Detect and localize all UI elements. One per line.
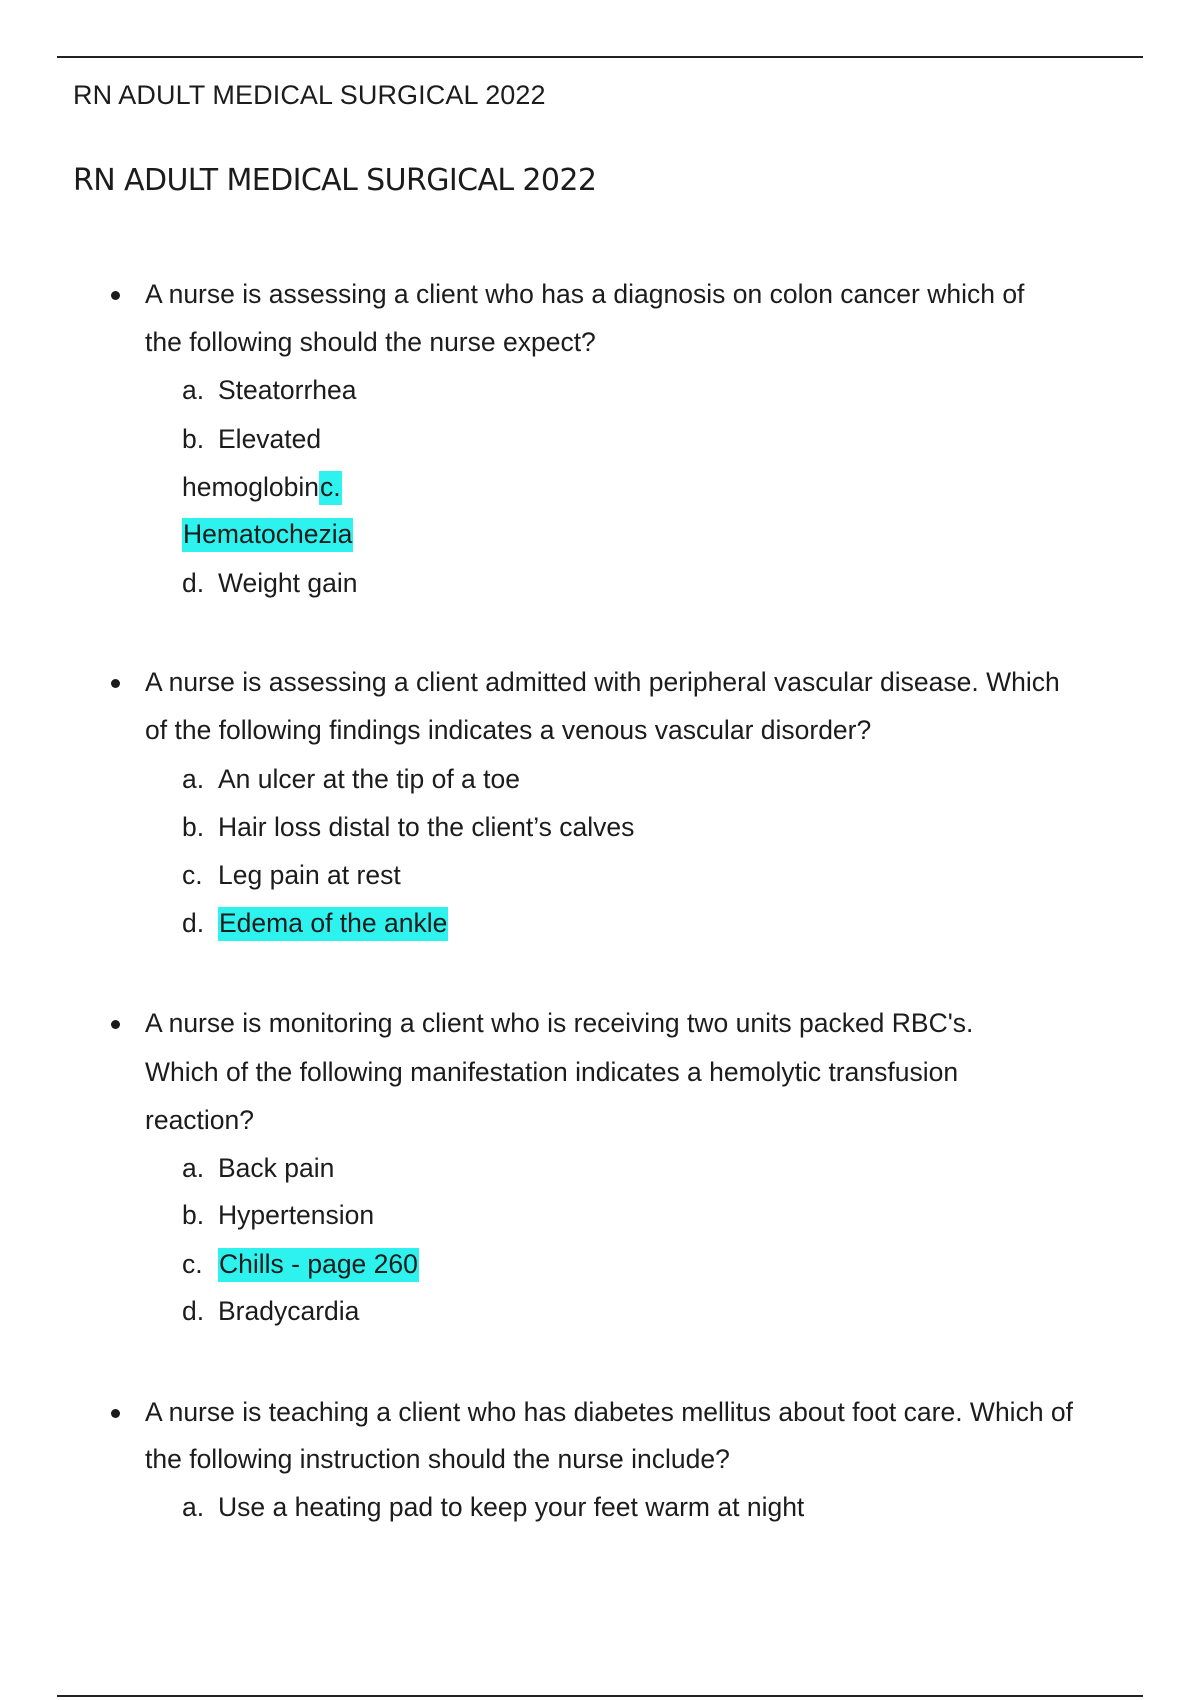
answer-option <box>182 1295 359 1327</box>
question-stem-line: A nurse is teaching a client who has diabetes mellitus about foot care. Which of <box>145 1397 1074 1427</box>
option-text: Steatorrhea <box>218 375 357 405</box>
answer-option <box>182 518 353 550</box>
question-stem-line: reaction? <box>145 1105 255 1135</box>
running-header: RN ADULT MEDICAL SURGICAL 2022 <box>73 80 546 110</box>
option-letter: b. <box>182 1200 205 1230</box>
answer-option <box>182 471 342 503</box>
highlighted-answer: Edema of the ankle <box>218 907 448 941</box>
bullet-icon <box>111 1409 120 1418</box>
answer-option <box>182 1152 334 1184</box>
bullet-icon <box>111 679 120 688</box>
option-letter: c. <box>182 860 203 890</box>
question-stem-line: of the following findings indicates a venous vascular disorder? <box>145 715 872 745</box>
highlighted-answer: Hematochezia <box>182 518 353 552</box>
option-text: Weight gain <box>218 568 358 598</box>
bullet-icon <box>111 291 120 300</box>
answer-option <box>182 567 357 599</box>
answer-option <box>182 763 520 795</box>
page-title: RN ADULT MEDICAL SURGICAL 2022 <box>73 163 597 198</box>
answer-option <box>182 423 321 455</box>
option-letter: c. <box>182 1249 203 1279</box>
highlighted-answer: Chills - page 260 <box>218 1248 419 1282</box>
question-stem-line: A nurse is assessing a client admitted with peripheral vascular disease. Which <box>145 667 1060 697</box>
option-letter: b. <box>182 424 205 454</box>
answer-option <box>182 907 448 939</box>
option-letter: a. <box>182 1153 205 1183</box>
option-letter: a. <box>182 375 205 405</box>
option-text: Hair loss distal to the client’s calves <box>218 812 635 842</box>
option-text: Back pain <box>218 1153 335 1183</box>
bottom-rule <box>57 1695 1143 1697</box>
question-stem-line: A nurse is monitoring a client who is receiving two units packed RBC's. <box>145 1008 974 1038</box>
option-text: Hypertension <box>218 1200 375 1230</box>
top-rule <box>57 56 1143 58</box>
question-stem-line: Which of the following manifestation indicates a hemolytic transfusion <box>145 1057 959 1087</box>
option-text: An ulcer at the tip of a toe <box>218 764 520 794</box>
option-letter: a. <box>182 764 205 794</box>
answer-option <box>182 811 634 843</box>
bullet-icon <box>111 1020 120 1029</box>
question-stem-line: the following instruction should the nurse include? <box>145 1444 730 1474</box>
option-letter: d. <box>182 908 205 938</box>
question-stem-line: the following should the nurse expect? <box>145 327 596 357</box>
option-text: Use a heating pad to keep your feet warm at night <box>218 1492 805 1522</box>
option-text: Bradycardia <box>218 1296 360 1326</box>
answer-option <box>182 374 356 406</box>
option-text: Leg pain at rest <box>218 860 401 890</box>
answer-option <box>182 1248 419 1280</box>
option-letter: d. <box>182 1296 205 1326</box>
question-stem-line: A nurse is assessing a client who has a diagnosis on colon cancer which of <box>145 279 1025 309</box>
option-text: Elevated <box>218 424 322 454</box>
option-letter: d. <box>182 568 205 598</box>
option-letter: a. <box>182 1492 205 1522</box>
highlighted-answer: c. <box>319 471 342 505</box>
option-letter: b. <box>182 812 205 842</box>
option-text: hemoglobin <box>182 472 320 502</box>
answer-option <box>182 1199 374 1231</box>
answer-option <box>182 859 401 891</box>
answer-option <box>182 1491 804 1523</box>
